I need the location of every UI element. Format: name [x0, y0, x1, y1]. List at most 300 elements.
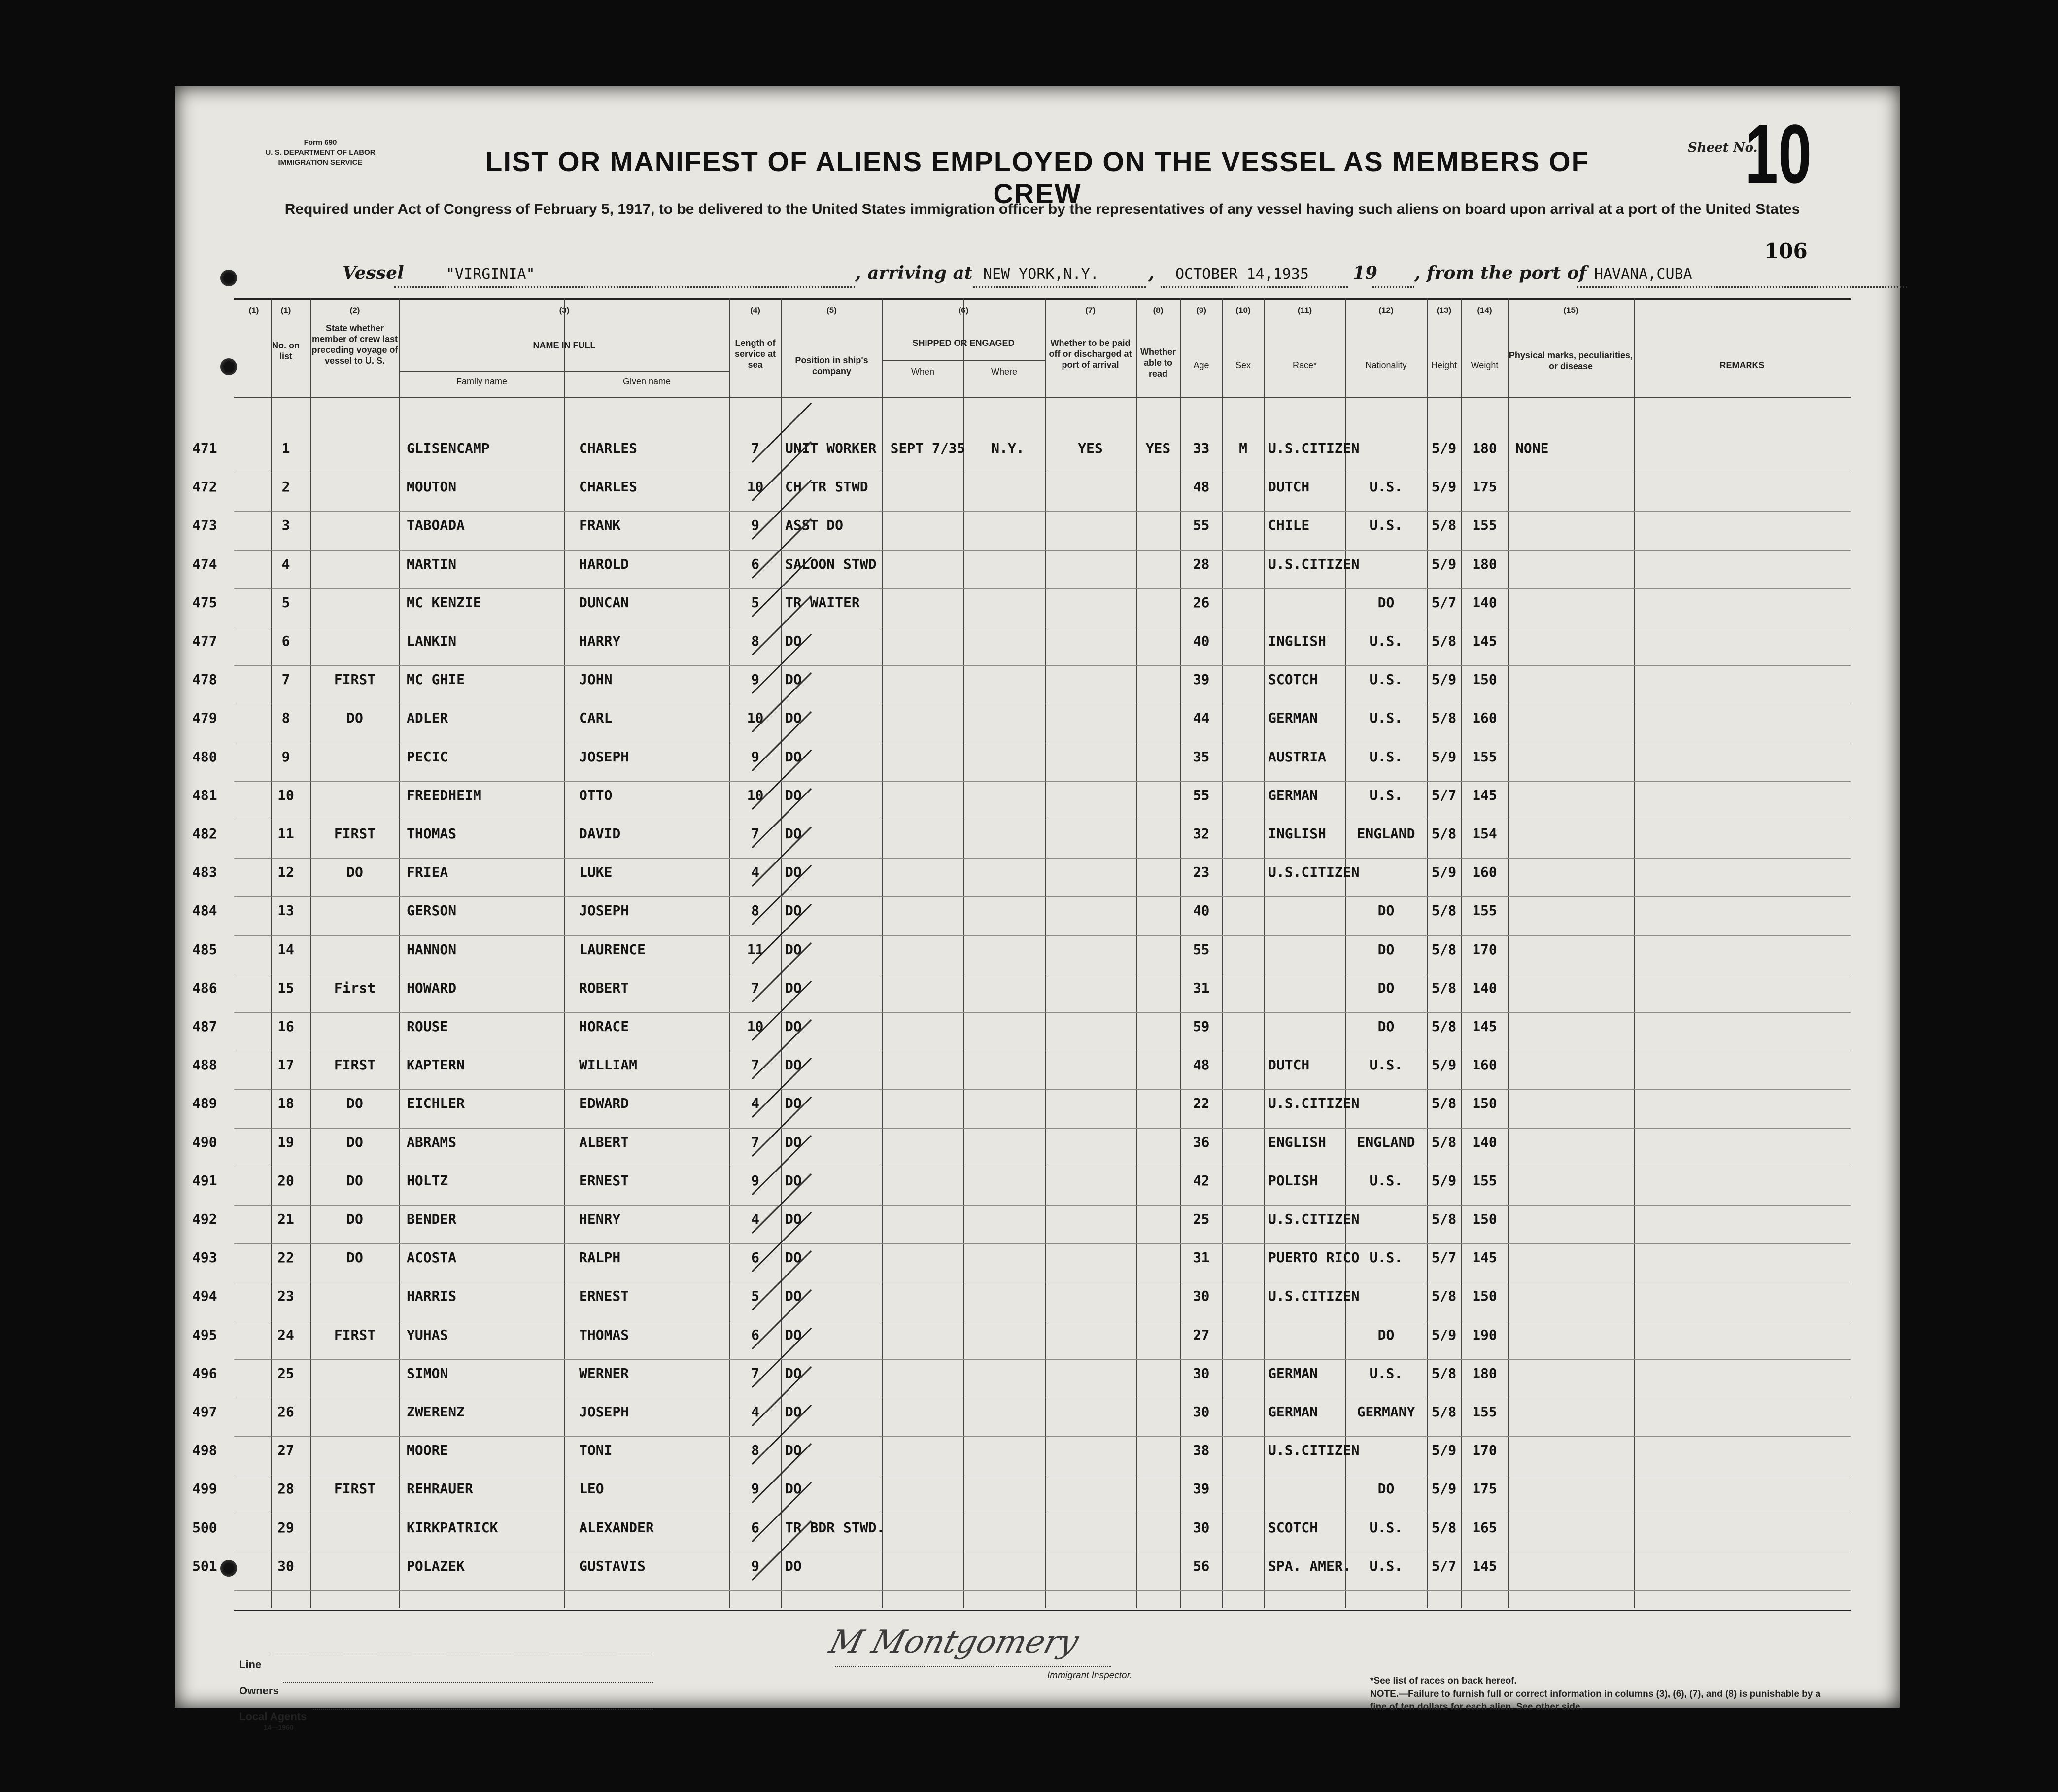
department: U. S. DEPARTMENT OF LABOR — [265, 148, 376, 157]
row-position: DO — [785, 1057, 802, 1073]
row-nationality: U.S. — [1369, 1172, 1403, 1189]
row-length: 7 — [751, 1365, 759, 1381]
row-length: 7 — [751, 826, 759, 842]
row-nationality: U.S. — [1369, 671, 1403, 688]
row-family-name: ADLER — [407, 710, 448, 726]
row-weight: 140 — [1472, 1134, 1497, 1150]
row-given-name: OTTO — [579, 787, 613, 803]
col-num: (7) — [1085, 306, 1096, 315]
col-num: (11) — [1297, 306, 1312, 315]
row-marks: NONE — [1515, 440, 1549, 456]
row-length: 10 — [747, 710, 764, 726]
row-no: 2 — [281, 479, 290, 495]
row-nationality: U.S. — [1369, 1057, 1403, 1073]
row-length: 9 — [751, 517, 759, 534]
col-num: (15) — [1563, 306, 1578, 315]
row-height: 5/9 — [1431, 1057, 1457, 1073]
row-no: 3 — [281, 517, 290, 534]
row-ledger-number: 496 — [192, 1365, 217, 1381]
row-given-name: GUSTAVIS — [579, 1557, 646, 1574]
row-ledger-number: 492 — [192, 1211, 217, 1227]
row-weight: 145 — [1472, 1249, 1497, 1266]
sheet-label: Sheet No. — [1688, 140, 1758, 155]
row-height: 5/8 — [1431, 517, 1457, 534]
row-age: 38 — [1193, 1442, 1210, 1459]
row-weight: 154 — [1472, 826, 1497, 842]
row-length: 5 — [751, 1288, 759, 1305]
row-race: GERMAN — [1268, 787, 1318, 803]
row-weight: 160 — [1472, 864, 1497, 881]
row-family-name: REHRAUER — [407, 1481, 473, 1497]
row-ledger-number: 485 — [192, 941, 217, 958]
row-given-name: JOSEPH — [579, 1404, 629, 1420]
row-given-name: ERNEST — [579, 1172, 629, 1189]
header-state-voyage: State whether member of crew last preceding voyage of vessel to U. S. — [311, 323, 398, 366]
col-num: (9) — [1196, 306, 1206, 315]
row-ledger-number: 495 — [192, 1326, 217, 1343]
row-family-name: HOLTZ — [407, 1172, 448, 1189]
row-age: 31 — [1193, 979, 1210, 996]
row-family-name: FREEDHEIM — [407, 787, 481, 803]
row-position: DO — [785, 1134, 802, 1150]
row-age: 48 — [1193, 479, 1210, 495]
row-state: DO — [346, 864, 363, 881]
row-ledger-number: 471 — [192, 440, 217, 456]
row-length: 9 — [751, 748, 759, 765]
row-family-name: MC GHIE — [407, 671, 465, 688]
row-height: 5/9 — [1431, 555, 1457, 572]
row-ledger-number: 481 — [192, 787, 217, 803]
row-position: DO — [785, 1172, 802, 1189]
row-state: DO — [346, 1134, 363, 1150]
row-given-name: HARRY — [579, 633, 621, 649]
row-age: 27 — [1193, 1326, 1210, 1343]
row-height: 5/9 — [1431, 748, 1457, 765]
row-family-name: MARTIN — [407, 555, 457, 572]
arrival-date: OCTOBER 14,1935 — [1175, 266, 1309, 283]
row-age: 39 — [1193, 1481, 1210, 1497]
row-family-name: THOMAS — [407, 826, 457, 842]
row-state: FIRST — [334, 1481, 376, 1497]
row-race: U.S.CITIZEN — [1268, 864, 1360, 881]
row-position: DO — [785, 902, 802, 919]
header-able-read: Whether able to read — [1140, 347, 1176, 379]
row-position: DO — [785, 633, 802, 649]
row-nationality: U.S. — [1369, 1557, 1403, 1574]
row-age: 25 — [1193, 1211, 1210, 1227]
manifest-page — [175, 86, 1900, 1731]
row-weight: 155 — [1472, 517, 1497, 534]
row-height: 5/8 — [1431, 633, 1457, 649]
sheet-number: 10 — [1745, 107, 1812, 201]
row-position: DO — [785, 1095, 802, 1112]
row-race: ENGLISH — [1268, 1134, 1327, 1150]
row-age: 42 — [1193, 1172, 1210, 1189]
header-nationality: Nationality — [1365, 360, 1407, 370]
col-num: (10) — [1235, 306, 1251, 315]
header-position: Position in ship's company — [795, 355, 868, 376]
row-family-name: TABOADA — [407, 517, 465, 534]
row-given-name: LEO — [579, 1481, 604, 1497]
punch-hole — [220, 270, 237, 286]
col-num: (3) — [559, 306, 570, 315]
row-given-name: ALBERT — [579, 1134, 629, 1150]
row-ledger-number: 501 — [192, 1557, 217, 1574]
col-num: (2) — [349, 306, 360, 315]
row-nationality: DO — [1377, 594, 1395, 611]
row-height: 5/8 — [1431, 902, 1457, 919]
header-sex: Sex — [1235, 360, 1251, 370]
row-height: 5/8 — [1431, 1211, 1457, 1227]
row-height: 5/8 — [1431, 941, 1457, 958]
row-height: 5/9 — [1431, 1481, 1457, 1497]
col-num: (14) — [1477, 306, 1492, 315]
row-weight: 180 — [1472, 440, 1497, 456]
row-ledger-number: 472 — [192, 479, 217, 495]
row-weight: 150 — [1472, 671, 1497, 688]
year-label: 19 — [1353, 263, 1378, 283]
row-family-name: HOWARD — [407, 979, 457, 996]
row-race: PUERTO RICO — [1268, 1249, 1360, 1266]
row-height: 5/8 — [1431, 1519, 1457, 1536]
row-no: 28 — [277, 1481, 294, 1497]
row-length: 6 — [751, 1326, 759, 1343]
row-race: DUTCH — [1268, 1057, 1310, 1073]
row-given-name: CHARLES — [579, 479, 638, 495]
row-family-name: MC KENZIE — [407, 594, 481, 611]
row-ledger-number: 473 — [192, 517, 217, 534]
punch-hole — [220, 358, 237, 375]
row-race: SCOTCH — [1268, 1519, 1318, 1536]
row-ledger-number: 486 — [192, 979, 217, 996]
row-length: 4 — [751, 1095, 759, 1112]
vessel-label: Vessel — [343, 263, 404, 283]
row-state: FIRST — [334, 671, 376, 688]
row-given-name: JOSEPH — [579, 748, 629, 765]
row-position: DO — [785, 1018, 802, 1034]
row-ledger-number: 488 — [192, 1057, 217, 1073]
row-given-name: RALPH — [579, 1249, 621, 1266]
col-num: (13) — [1436, 306, 1452, 315]
row-nationality: U.S. — [1369, 1519, 1403, 1536]
col-num: (12) — [1378, 306, 1394, 315]
row-race: U.S.CITIZEN — [1268, 1095, 1360, 1112]
row-height: 5/8 — [1431, 1095, 1457, 1112]
row-state: DO — [346, 710, 363, 726]
row-ledger-number: 487 — [192, 1018, 217, 1034]
row-ledger-number: 483 — [192, 864, 217, 881]
row-family-name: FRIEA — [407, 864, 448, 881]
row-no: 18 — [277, 1095, 294, 1112]
row-length: 11 — [747, 941, 764, 958]
inspector-label: Immigrant Inspector. — [1047, 1670, 1132, 1681]
row-nationality: DO — [1377, 1481, 1395, 1497]
row-height: 5/8 — [1431, 1365, 1457, 1381]
row-ledger-number: 493 — [192, 1249, 217, 1266]
row-given-name: DUNCAN — [579, 594, 629, 611]
row-ledger-number: 499 — [192, 1481, 217, 1497]
header-where: Where — [991, 367, 1017, 377]
row-position: TR WAITER — [785, 594, 860, 611]
row-race: SCOTCH — [1268, 671, 1318, 688]
row-state: FIRST — [334, 1057, 376, 1073]
header-name-in-full: NAME IN FULL — [533, 341, 596, 350]
row-height: 5/7 — [1431, 1557, 1457, 1574]
row-no: 30 — [277, 1557, 294, 1574]
header-height: Height — [1431, 360, 1457, 370]
col-num: (6) — [958, 306, 969, 315]
row-age: 48 — [1193, 1057, 1210, 1073]
row-given-name: LAURENCE — [579, 941, 646, 958]
penalty-note: NOTE.—Failure to furnish full or correct information in columns (3), (6), (7), and (8) is punishable by a fine of ten dollars for each alien. See other side. — [1370, 1689, 1821, 1712]
row-where: N.Y. — [991, 440, 1025, 456]
row-length: 9 — [751, 1557, 759, 1574]
row-race: SPA. AMER. — [1268, 1557, 1351, 1574]
row-given-name: THOMAS — [579, 1326, 629, 1343]
row-given-name: FRANK — [579, 517, 621, 534]
row-position: DO — [785, 748, 802, 765]
row-race: INGLISH — [1268, 826, 1327, 842]
row-age: 55 — [1193, 787, 1210, 803]
row-ledger-number: 474 — [192, 555, 217, 572]
row-ledger-number: 478 — [192, 671, 217, 688]
row-height: 5/8 — [1431, 1404, 1457, 1420]
header-family-name: Family name — [456, 377, 508, 386]
row-length: 8 — [751, 902, 759, 919]
row-state: DO — [346, 1095, 363, 1112]
row-position: DO — [785, 1288, 802, 1305]
row-ledger-number: 500 — [192, 1519, 217, 1536]
footer-agents-label: Local Agents — [239, 1710, 307, 1723]
row-no: 21 — [277, 1211, 294, 1227]
row-weight: 145 — [1472, 787, 1497, 803]
row-position: DO — [785, 1365, 802, 1381]
row-ledger-number: 494 — [192, 1288, 217, 1305]
row-family-name: KIRKPATRICK — [407, 1519, 498, 1536]
row-age: 40 — [1193, 902, 1210, 919]
row-race: CHILE — [1268, 517, 1310, 534]
col-num: (8) — [1153, 306, 1164, 315]
row-ledger-number: 475 — [192, 594, 217, 611]
row-family-name: ROUSE — [407, 1018, 448, 1034]
row-race: POLISH — [1268, 1172, 1318, 1189]
row-weight: 145 — [1472, 633, 1497, 649]
row-nationality: U.S. — [1369, 479, 1403, 495]
row-height: 5/9 — [1431, 671, 1457, 688]
row-weight: 145 — [1472, 1557, 1497, 1574]
row-family-name: ABRAMS — [407, 1134, 457, 1150]
row-age: 55 — [1193, 517, 1210, 534]
row-position: CH TR STWD — [785, 479, 868, 495]
row-no: 20 — [277, 1172, 294, 1189]
row-race: GERMAN — [1268, 1404, 1318, 1420]
row-given-name: JOHN — [579, 671, 613, 688]
row-height: 5/9 — [1431, 479, 1457, 495]
row-weight: 175 — [1472, 479, 1497, 495]
form-number: Form 690 — [304, 138, 337, 147]
races-note: *See list of races on back hereof. — [1370, 1676, 1517, 1686]
row-given-name: TONI — [579, 1442, 613, 1459]
row-nationality: DO — [1377, 1018, 1395, 1034]
arriving-port: NEW YORK,N.Y. — [983, 266, 1099, 283]
row-position: DO — [785, 710, 802, 726]
row-length: 4 — [751, 1211, 759, 1227]
row-weight: 150 — [1472, 1211, 1497, 1227]
row-age: 30 — [1193, 1365, 1210, 1381]
row-ledger-number: 479 — [192, 710, 217, 726]
row-age: 30 — [1193, 1519, 1210, 1536]
row-ledger-number: 497 — [192, 1404, 217, 1420]
row-position: UNIT WORKER — [785, 440, 877, 456]
row-position: DO — [785, 864, 802, 881]
row-given-name: JOSEPH — [579, 902, 629, 919]
row-height: 5/9 — [1431, 1442, 1457, 1459]
row-race: GERMAN — [1268, 710, 1318, 726]
row-no: 14 — [277, 941, 294, 958]
form-info — [239, 138, 402, 168]
punch-hole — [220, 1560, 237, 1577]
row-no: 12 — [277, 864, 294, 881]
header-age: Age — [1193, 360, 1209, 370]
row-nationality: ENGLAND — [1357, 826, 1415, 842]
row-age: 56 — [1193, 1557, 1210, 1574]
row-age: 30 — [1193, 1288, 1210, 1305]
row-age: 36 — [1193, 1134, 1210, 1150]
row-height: 5/8 — [1431, 979, 1457, 996]
row-given-name: LUKE — [579, 864, 613, 881]
row-nationality: GERMANY — [1357, 1404, 1415, 1420]
row-sex: M — [1239, 440, 1247, 456]
row-no: 13 — [277, 902, 294, 919]
row-position: DO — [785, 1211, 802, 1227]
row-no: 10 — [277, 787, 294, 803]
row-position: SALOON STWD — [785, 555, 877, 572]
row-no: 5 — [281, 594, 290, 611]
row-ledger-number: 480 — [192, 748, 217, 765]
row-length: 9 — [751, 1172, 759, 1189]
row-position: DO — [785, 826, 802, 842]
row-age: 39 — [1193, 671, 1210, 688]
row-no: 6 — [281, 633, 290, 649]
row-position: DO — [785, 1557, 802, 1574]
row-length: 4 — [751, 864, 759, 881]
row-age: 28 — [1193, 555, 1210, 572]
row-no: 24 — [277, 1326, 294, 1343]
row-position: TR BDR STWD. — [785, 1519, 885, 1536]
row-weight: 150 — [1472, 1288, 1497, 1305]
row-no: 9 — [281, 748, 290, 765]
row-position: DO — [785, 1442, 802, 1459]
page-reference: 106 — [1764, 239, 1808, 263]
col-num: (4) — [750, 306, 760, 315]
row-when: SEPT 7/35 — [890, 440, 965, 456]
row-height: 5/8 — [1431, 1134, 1457, 1150]
row-race: U.S.CITIZEN — [1268, 555, 1360, 572]
footer-form-code: 14—1960 — [264, 1723, 294, 1731]
row-length: 6 — [751, 1519, 759, 1536]
from-port: HAVANA,CUBA — [1594, 266, 1692, 283]
footer-owners-label: Owners — [239, 1685, 279, 1697]
row-ledger-number: 489 — [192, 1095, 217, 1112]
row-position: DO — [785, 941, 802, 958]
row-age: 40 — [1193, 633, 1210, 649]
header-physical-marks: Physical marks, peculiarities, or disease — [1509, 350, 1633, 371]
row-height: 5/8 — [1431, 1288, 1457, 1305]
row-age: 59 — [1193, 1018, 1210, 1034]
row-family-name: GERSON — [407, 902, 457, 919]
row-family-name: HARRIS — [407, 1288, 457, 1305]
row-no: 23 — [277, 1288, 294, 1305]
row-nationality: U.S. — [1369, 710, 1403, 726]
row-weight: 155 — [1472, 902, 1497, 919]
row-length: 7 — [751, 1134, 759, 1150]
header-no-on-list: No. on list — [272, 341, 300, 361]
header-remarks: REMARKS — [1719, 360, 1765, 370]
row-family-name: MOORE — [407, 1442, 448, 1459]
row-ledger-number: 491 — [192, 1172, 217, 1189]
row-age: 22 — [1193, 1095, 1210, 1112]
row-nationality: U.S. — [1369, 748, 1403, 765]
row-no: 29 — [277, 1519, 294, 1536]
row-height: 5/9 — [1431, 440, 1457, 456]
row-family-name: HANNON — [407, 941, 457, 958]
row-family-name: EICHLER — [407, 1095, 465, 1112]
row-state: DO — [346, 1172, 363, 1189]
row-family-name: GLISENCAMP — [407, 440, 490, 456]
row-height: 5/7 — [1431, 787, 1457, 803]
row-height: 5/9 — [1431, 864, 1457, 881]
row-age: 35 — [1193, 748, 1210, 765]
row-nationality: ENGLAND — [1357, 1134, 1415, 1150]
row-age: 33 — [1193, 440, 1210, 456]
row-given-name: EDWARD — [579, 1095, 629, 1112]
row-length: 10 — [747, 479, 764, 495]
arriving-label: , arriving at — [855, 263, 973, 283]
row-nationality: DO — [1377, 941, 1395, 958]
row-weight: 175 — [1472, 1481, 1497, 1497]
row-height: 5/8 — [1431, 826, 1457, 842]
row-race: U.S.CITIZEN — [1268, 440, 1360, 456]
header-given-name: Given name — [622, 377, 671, 386]
row-family-name: POLAZEK — [407, 1557, 465, 1574]
row-weight: 180 — [1472, 555, 1497, 572]
row-family-name: BENDER — [407, 1211, 457, 1227]
row-length: 7 — [751, 979, 759, 996]
row-height: 5/7 — [1431, 1249, 1457, 1266]
row-weight: 155 — [1472, 1172, 1497, 1189]
row-age: 26 — [1193, 594, 1210, 611]
header-weight: Weight — [1471, 360, 1499, 370]
row-weight: 170 — [1472, 1442, 1497, 1459]
row-nationality: U.S. — [1369, 787, 1403, 803]
row-position: DO — [785, 1249, 802, 1266]
row-family-name: LANKIN — [407, 633, 457, 649]
row-length: 4 — [751, 1404, 759, 1420]
row-age: 32 — [1193, 826, 1210, 842]
row-nationality: U.S. — [1369, 1249, 1403, 1266]
row-length: 5 — [751, 594, 759, 611]
row-nationality: U.S. — [1369, 517, 1403, 534]
col-num: (1) — [248, 306, 259, 315]
row-age: 44 — [1193, 710, 1210, 726]
page-subtitle: Required under Act of Congress of February 5, 1917, to be delivered to the United States immigration officer by the representatives of any vessel having such aliens on board upon arrival at a port of the United States — [284, 201, 1800, 217]
row-given-name: CHARLES — [579, 440, 638, 456]
row-length: 9 — [751, 671, 759, 688]
row-race: U.S.CITIZEN — [1268, 1442, 1360, 1459]
row-family-name: YUHAS — [407, 1326, 448, 1343]
row-ledger-number: 477 — [192, 633, 217, 649]
row-weight: 190 — [1472, 1326, 1497, 1343]
